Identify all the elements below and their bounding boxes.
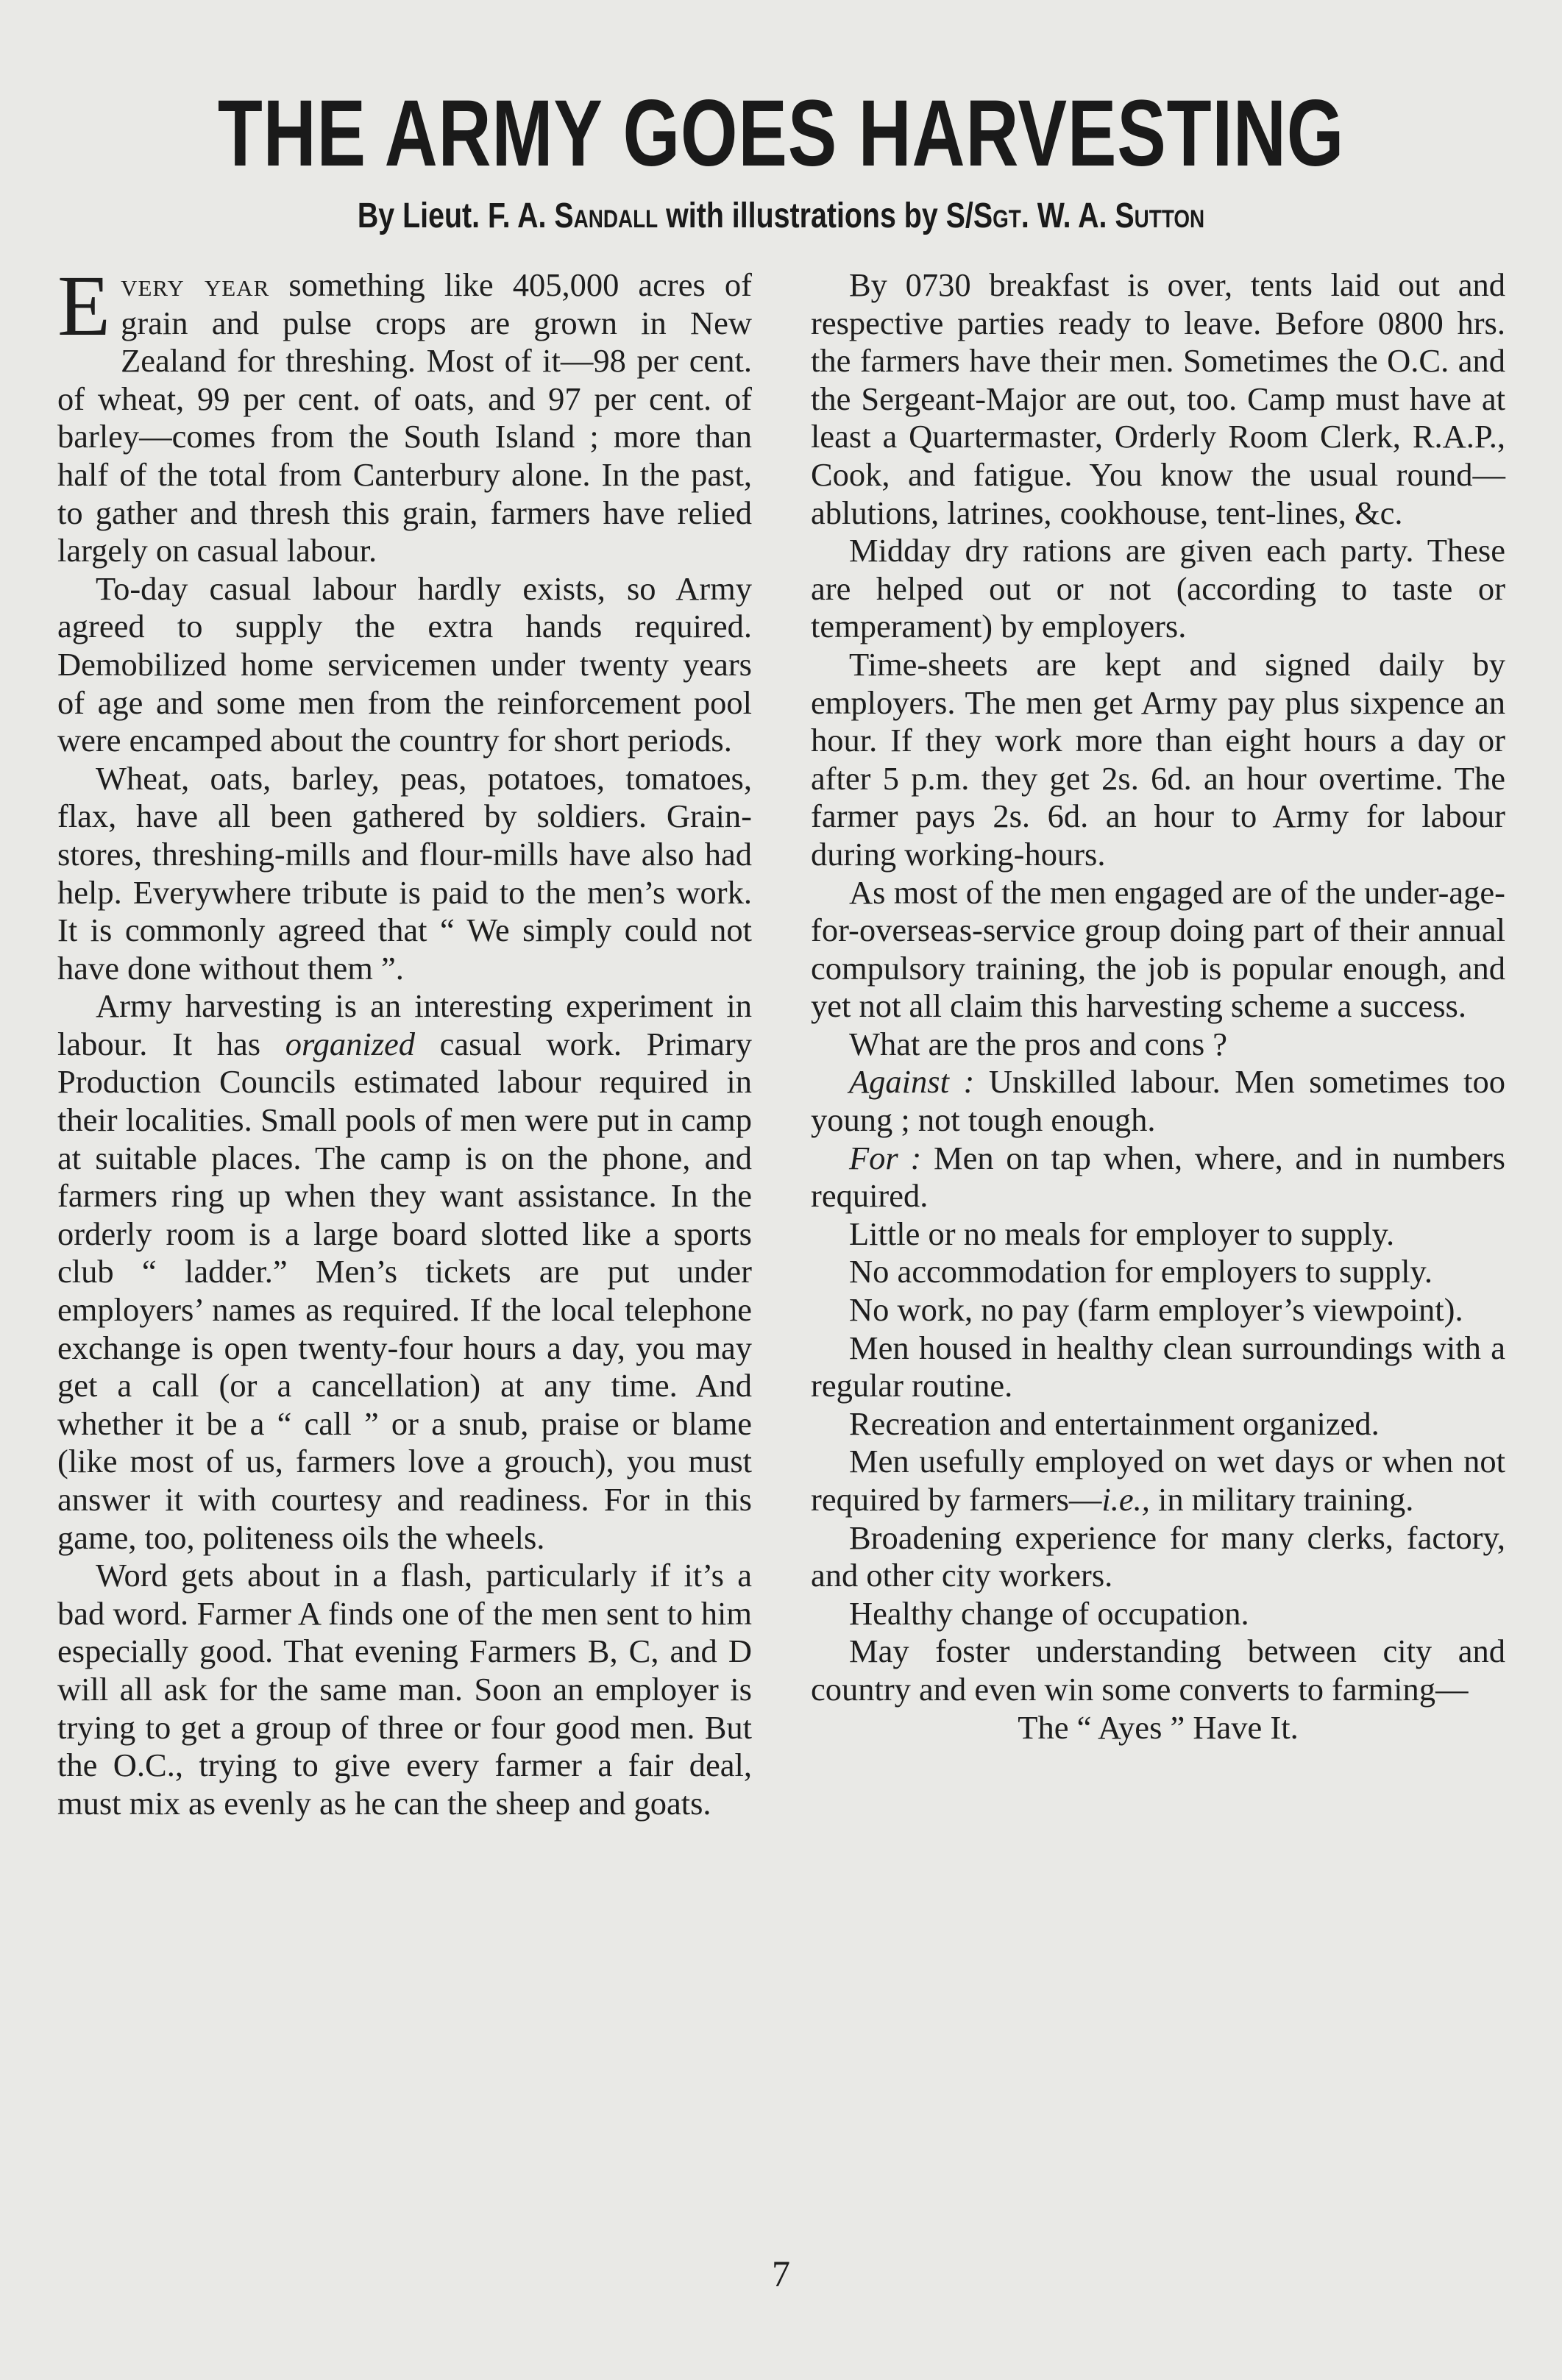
against-paragraph <box>811 1063 1505 1139</box>
for-paragraph <box>811 1140 1505 1215</box>
against-label: Against : <box>849 1063 975 1101</box>
left-paragraph-4-before: Army harvesting is an interesting experiment in labour. It has <box>57 987 752 1062</box>
byline-rank: Sgt <box>973 196 1021 235</box>
closing-line: The “ Ayes ” Have It. <box>1018 1708 1299 1746</box>
right-paragraph-3: Time-sheets are kept and signed daily by employers. The men get Army pay plus sixpence an hour. If they work more than eight hours a day or after 5 p.m. they get 2s. 6d. an hour overtime. The farmer pays 2s. 6d. an hour to Army for labour during working-hours. <box>811 645 1505 873</box>
right-paragraph-4: As most of the men engaged are of the under-age-for-overseas-service group doing part of their annual compulsory training, the job is popular enough, and yet not all claim this harvesting scheme a success. <box>811 873 1505 1025</box>
right-paragraph-1: By 0730 breakfast is over, tents laid out and respective parties ready to leave. Before 0800 hrs. the farmers have their men. Sometimes the O.C. and the Sergeant-Major are out, too. Camp must have at least a Quartermaster, Orderly Room Clerk, R.A.P., Cook, and fatigue. You know the usual round—ablutions, latrines, cookhouse, tent-lines, &c. <box>811 266 1505 531</box>
pro-item: Healthy change of occupation. <box>849 1594 1249 1632</box>
opening-small-caps: very year <box>121 266 270 303</box>
for-text: Men on tap when, where, and in numbers required. <box>811 1139 1505 1215</box>
left-paragraph-1 <box>57 257 752 570</box>
pro-item: Recreation and entertainment organized. <box>849 1404 1380 1442</box>
against-text: Unskilled labour. Men sometimes too young ; not tough enough. <box>811 1063 1505 1139</box>
left-column <box>57 257 752 1822</box>
pro-item-wet-days <box>811 1443 1505 1518</box>
pro-item: No work, no pay (farm employer’s viewpoint). <box>849 1291 1463 1329</box>
right-paragraph-2: Midday dry rations are given each party. These are helped out or not (according to taste or temperament) by employers. <box>811 532 1505 645</box>
ie-emphasis: i.e., <box>1101 1481 1150 1518</box>
left-paragraph-3: Wheat, oats, barley, peas, potatoes, tomatoes, flax, have all been gathered by soldiers. Grain-stores, threshing-mills and flour-mills have also had help. Everywhere tribute is paid to the men’s work. It is commonly agreed that “ We simply could not have done without them ”. <box>57 759 752 987</box>
byline-suffix: . W. A. <box>1020 196 1115 235</box>
organized-emphasis: organized <box>285 1025 416 1062</box>
pro-item: No accommodation for employers to supply. <box>849 1253 1433 1290</box>
pro-item: May foster understanding between city and country and even win some converts to farming— <box>811 1633 1505 1708</box>
left-paragraph-2: To-day casual labour hardly exists, so Army agreed to supply the extra hands required. Demobilized home servicemen under twenty years of age and some men from the reinforcement pool were encamped about the country for short periods. <box>57 569 752 759</box>
right-paragraph-5: What are the pros and cons ? <box>849 1025 1228 1062</box>
page-number: 7 <box>772 2253 790 2294</box>
right-column <box>811 266 1505 1747</box>
wet-days-before: Men usefully employed on wet days or when not required by farmers— <box>811 1443 1505 1518</box>
pro-item: Broadening experience for many clerks, factory, and other city workers. <box>811 1518 1505 1594</box>
left-paragraph-5: Word gets about in a flash, particularly if it’s a bad word. Farmer A finds one of the men sent to him especially good. That evening Farmers B, C, and D will all ask for the same man. Soon an employer is trying to get a group of three or four good men. But the O.C., trying to give every farmer a fair deal, must mix as evenly as he can the sheep and goats. <box>57 1557 752 1822</box>
left-paragraph-4-after: casual work. Primary Production Councils estimated labour required in their localities. Small pools of men were put in camp at suitable places. The camp is on the phone, and farmers ring up when they want assistance. In the orderly room is a large board slotted like a sports club “ ladder.” Men’s tickets are put under employers’ names as required. If the local telephone exchange is open twenty-four hours a day, you may get a call (or a cancellation) at any time. And whether it be a “ call ” or a snub, praise or blame (like most of us, farmers love a grouch), you must answer it with courtesy and readiness. For in this game, too, politeness oils the wheels. <box>57 1025 752 1556</box>
left-paragraph-1-text: something like 405,000 acres of grain and pulse crops are grown in New Zealand for threshing. Most of it—98 per cent. of wheat, 99 per cent. of oats, and 97 per cent. of barley—comes from the South Island ; more than half of the total from Canterbury alone. In the past, to gather and thresh this grain, farmers have relied largely on casual labour. <box>57 266 752 569</box>
article-title: THE ARMY GOES HARVESTING <box>217 81 1345 186</box>
pro-item: Men housed in healthy clean surroundings with a regular routine. <box>811 1329 1505 1404</box>
drop-cap: E <box>57 257 111 354</box>
byline-illustrator: Sutton <box>1115 196 1205 235</box>
pro-item: Little or no meals for employer to supply. <box>849 1215 1395 1252</box>
byline-middle: with illustrations by S/ <box>658 196 973 235</box>
for-label: For : <box>849 1139 922 1176</box>
article-byline <box>141 196 1421 235</box>
byline-author: Sandall <box>554 196 658 235</box>
byline-prefix: By Lieut. F. A. <box>357 196 555 235</box>
wet-days-after: in military training. <box>1149 1481 1414 1518</box>
left-paragraph-4 <box>57 987 752 1557</box>
